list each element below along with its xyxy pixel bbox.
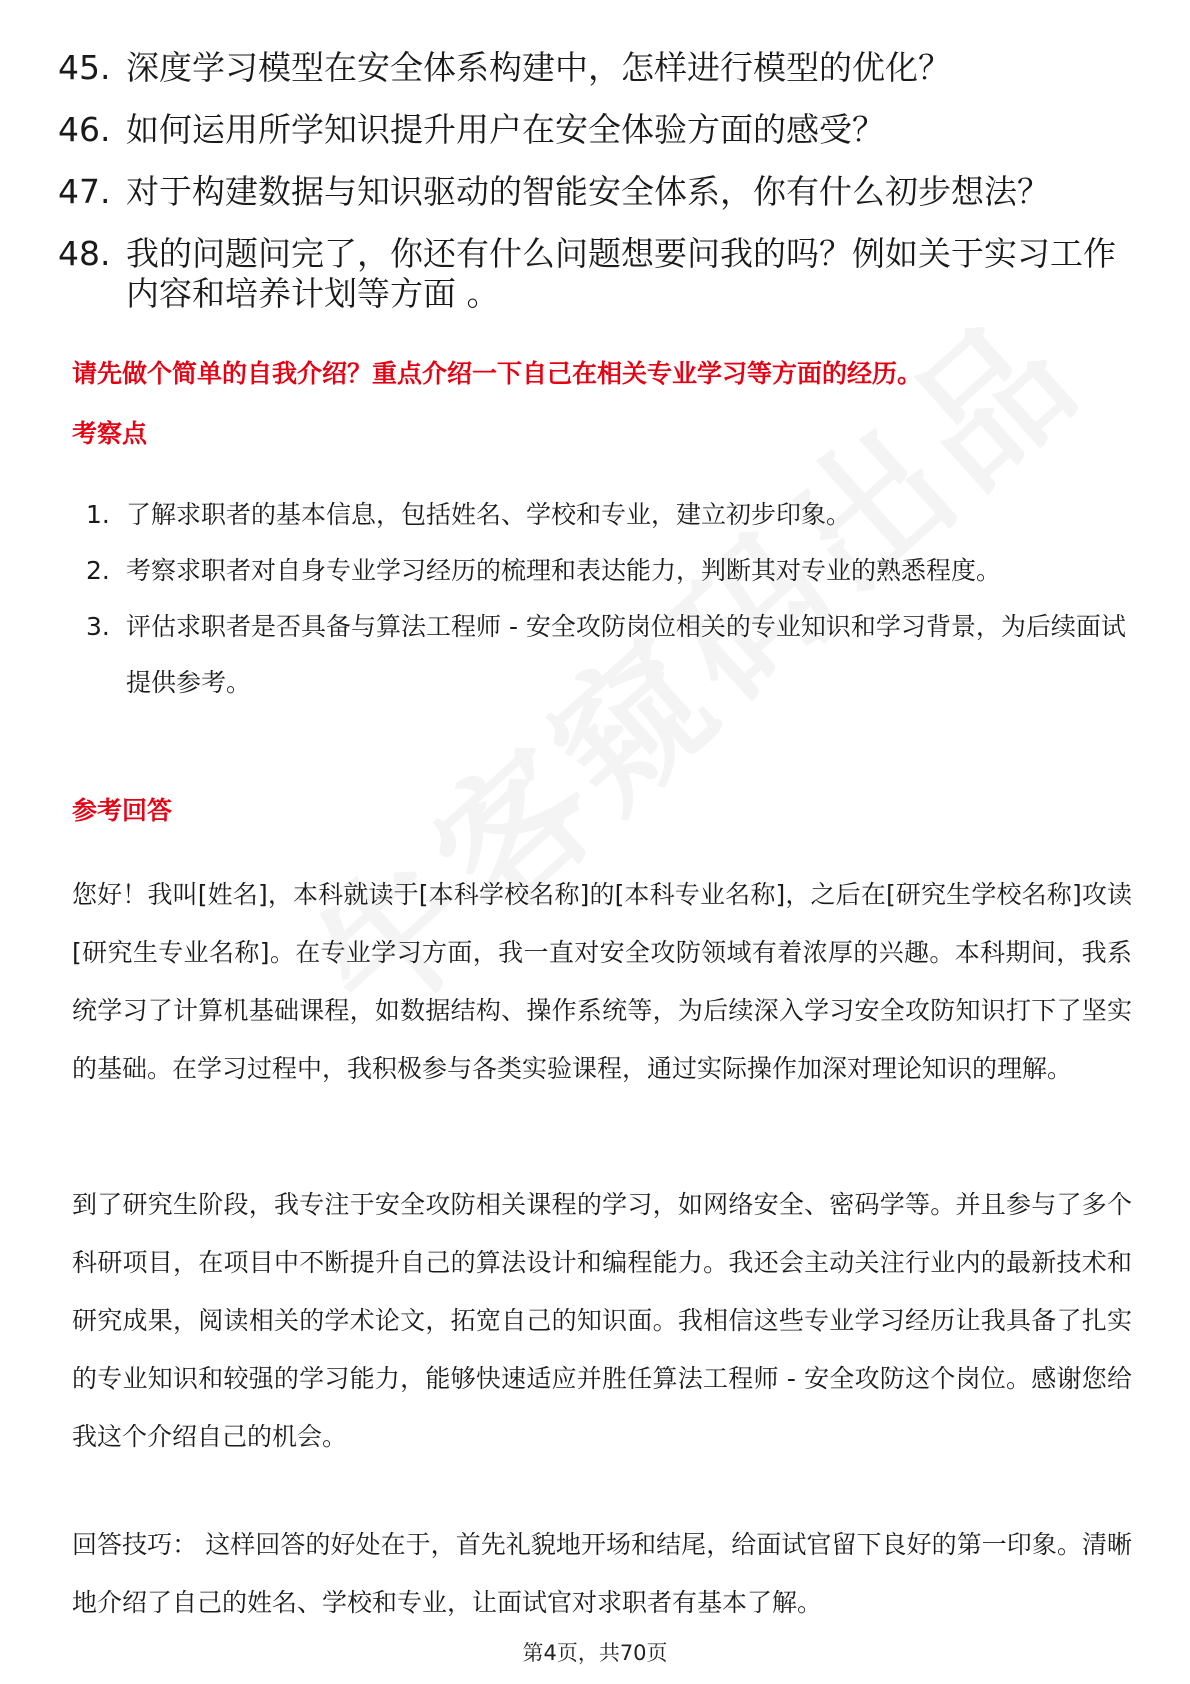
list-item xyxy=(86,487,1126,543)
question-item-48 xyxy=(58,234,1138,314)
list-item-text: 了解求职者的基本信息，包括姓名、学校和专业，建立初步印象。 xyxy=(126,500,852,529)
list-item-number: 1. xyxy=(86,500,110,529)
answer-paragraph-2: 到了研究生阶段，我专注于安全攻防相关课程的学习，如网络安全、密码学等。并且参与了多个科研项目，在项目中不断提升自己的算法设计和编程能力。我还会主动关注行业内的最新技术和研究成果，阅读相关的学术论文，拓宽自己的知识面。我相信这些专业学习经历让我具备了扎实的专业知识和较强的学习能力，能够快速适应并胜任算法工程师 - 安全攻防这个岗位。感谢您给我这个介绍自己的机会。 xyxy=(72,1190,1132,1451)
question-text: 深度学习模型在安全体系构建中，怎样进行模型的优化？ xyxy=(126,48,951,87)
question-text: 我的问题问完了，你还有什么问题想要问我的吗？例如关于实习工作内容和培养计划等方面 。 xyxy=(126,234,1116,313)
list-item xyxy=(86,543,1126,599)
list-item xyxy=(86,599,1126,711)
page-footer: 第4页，共70页 xyxy=(522,1641,668,1665)
reference-answer-heading: 参考回答 xyxy=(72,796,173,825)
list-item-text: 考察求职者对自身专业学习经历的梳理和表达能力，判断其对专业的熟悉程度。 xyxy=(126,556,1002,585)
assessment-points-list xyxy=(86,487,1126,711)
question-text: 如何运用所学知识提升用户在安全体验方面的感受？ xyxy=(126,110,885,149)
list-item-number: 3. xyxy=(86,612,110,641)
question-list xyxy=(58,48,1138,336)
list-item-number: 2. xyxy=(86,556,110,585)
question-number: 47. xyxy=(58,172,111,211)
question-item-45 xyxy=(58,48,1138,88)
question-number: 45. xyxy=(58,48,111,87)
question-number: 46. xyxy=(58,110,111,149)
question-item-46 xyxy=(58,110,1138,150)
answer-tips: 回答技巧： 这样回答的好处在于，首先礼貌地开场和结尾，给面试官留下良好的第一印象。清晰地介绍了自己的姓名、学校和专业，让面试官对求职者有基本了解。 xyxy=(72,1530,1132,1617)
question-number: 48. xyxy=(58,234,111,273)
question-item-47 xyxy=(58,172,1138,212)
answer-paragraph-1: 您好！我叫[姓名]，本科就读于[本科学校名称]的[本科专业名称]，之后在[研究生学校名称]攻读[研究生专业名称]。在专业学习方面，我一直对安全攻防领域有着浓厚的兴趣。本科期间，我系统学习了计算机基础课程，如数据结构、操作系统等，为后续深入学习安全攻防知识打下了坚实的基础。在学习过程中，我积极参与各类实验课程，通过实际操作加深对理论知识的理解。 xyxy=(72,880,1132,1083)
question-text: 对于构建数据与知识驱动的智能安全体系，你有什么初步想法？ xyxy=(126,172,1050,211)
section-question: 请先做个简单的自我介绍？重点介绍一下自己在相关专业学习等方面的经历。 xyxy=(72,359,923,388)
list-item-text: 评估求职者是否具备与算法工程师 - 安全攻防岗位相关的专业知识和学习背景，为后续面试提供参考。 xyxy=(126,612,1126,697)
assessment-points-heading: 考察点 xyxy=(72,419,148,448)
